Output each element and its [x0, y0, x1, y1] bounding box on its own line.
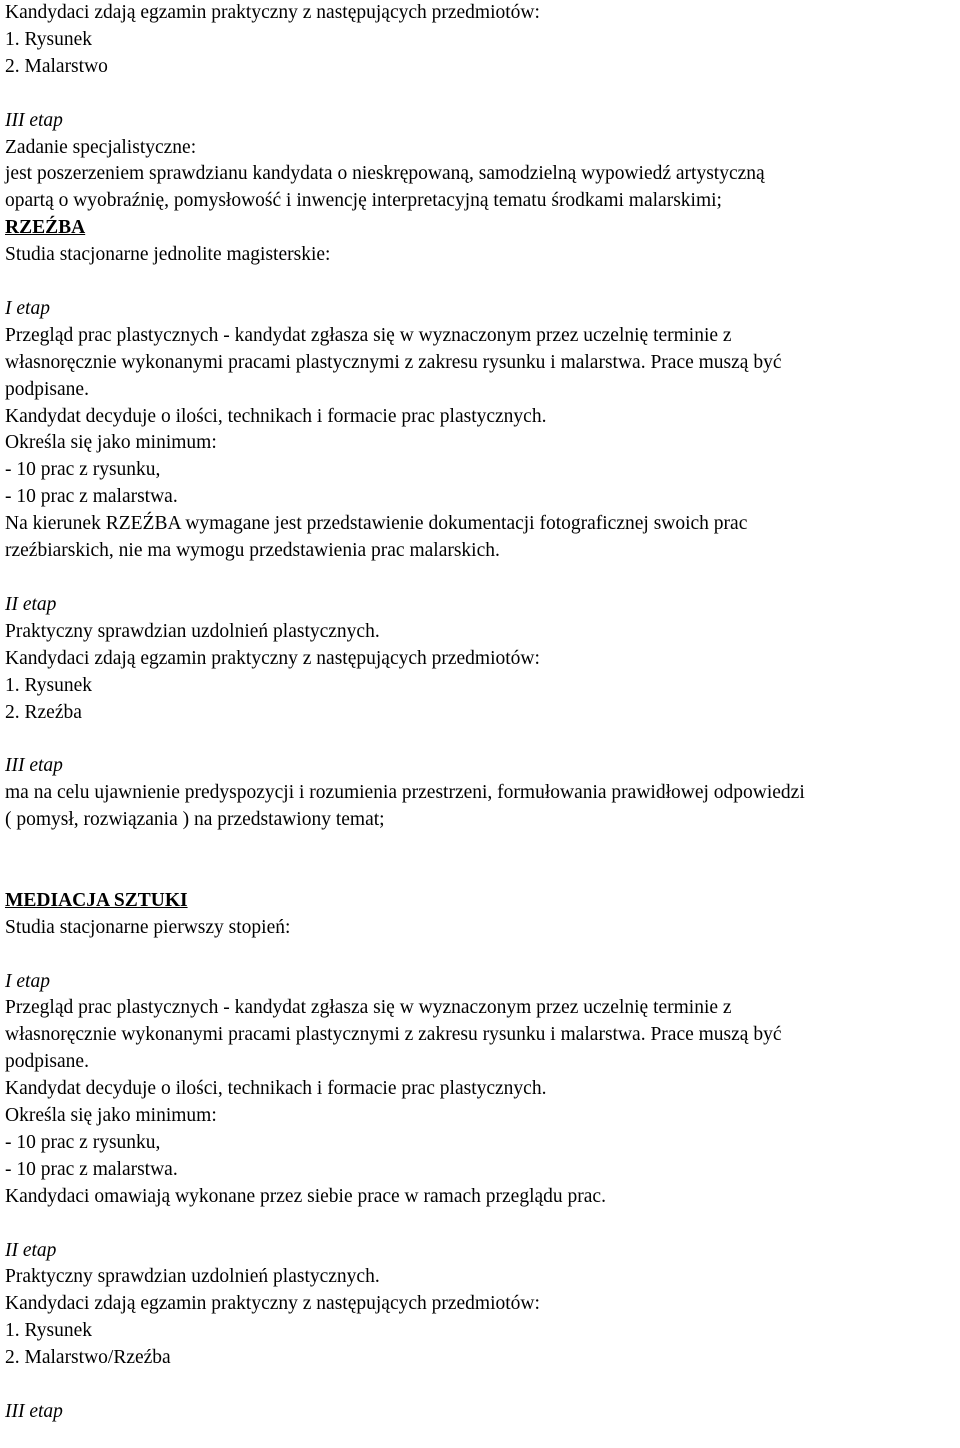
list-item: 1. Rysunek — [5, 674, 92, 696]
text-line: ( pomysł, rozwiązania ) na przedstawiony temat; — [5, 809, 385, 831]
spacer — [5, 834, 960, 861]
text-line: własnoręcznie wykonanymi pracami plastycznymi z zakresu rysunku i malarstwa. Prace muszą być — [5, 351, 782, 373]
section-heading: MEDIACJA SZTUKI — [5, 889, 188, 911]
text-line: jest poszerzeniem sprawdzianu kandydata o nieskrępowaną, samodzielną wypowiedź artystyczną — [5, 163, 765, 185]
spacer — [5, 1211, 960, 1238]
text-line: Praktyczny sprawdzian uzdolnień plastycznych. — [5, 1266, 380, 1288]
text-line: ma na celu ujawnienie predyspozycji i rozumienia przestrzeni, formułowania prawidłowej odpowiedzi — [5, 782, 805, 804]
text-line: Kandydaci zdają egzamin praktyczny z następujących przedmiotów: — [5, 1293, 540, 1315]
text-line: Kandydaci zdają egzamin praktyczny z następujących przedmiotów: — [5, 2, 540, 23]
list-item: - 10 prac z rysunku, — [5, 459, 161, 481]
text-line: Kandydat decyduje o ilości, technikach i formacie prac plastycznych. — [5, 1078, 547, 1100]
spacer — [5, 565, 960, 592]
text-line: Praktyczny sprawdzian uzdolnień plastycznych. — [5, 620, 380, 642]
list-item: 1. Rysunek — [5, 1320, 92, 1342]
spacer — [5, 1372, 960, 1399]
list-item: - 10 prac z malarstwa. — [5, 1158, 178, 1180]
spacer — [5, 861, 960, 888]
text-line: Przegląd prac plastycznych - kandydat zgłasza się w wyznaczonym przez uczelnię terminie z — [5, 997, 732, 1019]
list-item: 2. Malarstwo/Rzeźba — [5, 1347, 171, 1369]
text-line: Studia stacjonarne jednolite magisterskie: — [5, 244, 331, 266]
text-line: Kandydaci omawiają wykonane przez siebie prace w ramach przeglądu prac. — [5, 1185, 606, 1207]
spacer — [5, 942, 960, 969]
spacer — [5, 726, 960, 753]
list-item: 2. Malarstwo — [5, 55, 108, 77]
text-line: Określa się jako minimum: — [5, 1105, 217, 1127]
text-line: Przegląd prac plastycznych - kandydat zgłasza się w wyznaczonym przez uczelnię terminie z — [5, 324, 732, 346]
list-item: - 10 prac z rysunku, — [5, 1131, 161, 1153]
text-line: Zadanie specjalistyczne: — [5, 136, 197, 158]
text-line: opartą o wyobraźnię, pomysłowość i inwencję interpretacyjną tematu środkami malarskimi; — [5, 190, 722, 212]
text-line: Kandydaci zdają egzamin praktyczny z następujących przedmiotów: — [5, 647, 540, 669]
spacer — [5, 269, 960, 296]
text-line: Kandydat decyduje o ilości, technikach i formacie prac plastycznych. — [5, 405, 547, 427]
spacer — [5, 81, 960, 108]
text-line: własnoręcznie wykonanymi pracami plastycznymi z zakresu rysunku i malarstwa. Prace muszą być — [5, 1024, 782, 1046]
text-line: podpisane. — [5, 1051, 89, 1073]
stage-heading: III etap — [5, 755, 63, 777]
section-heading: RZEŹBA — [5, 217, 86, 239]
text-line: rzeźbiarskich, nie ma wymogu przedstawienia prac malarskich. — [5, 540, 500, 562]
stage-heading: III etap — [5, 109, 63, 131]
stage-heading: I etap — [5, 970, 50, 992]
text-line: podpisane. — [5, 378, 89, 400]
list-item: 1. Rysunek — [5, 28, 92, 50]
stage-heading: I etap — [5, 297, 50, 319]
text-line: Studia stacjonarne pierwszy stopień: — [5, 916, 291, 938]
list-item: - 10 prac z malarstwa. — [5, 486, 178, 508]
text-line: Określa się jako minimum: — [5, 432, 217, 454]
text-line: Na kierunek RZEŹBA wymagane jest przedstawienie dokumentacji fotograficznej swoich prac — [5, 513, 748, 535]
list-item: 2. Rzeźba — [5, 701, 82, 723]
stage-heading: III etap — [5, 1400, 63, 1422]
stage-heading: II etap — [5, 1239, 57, 1261]
stage-heading: II etap — [5, 593, 57, 615]
